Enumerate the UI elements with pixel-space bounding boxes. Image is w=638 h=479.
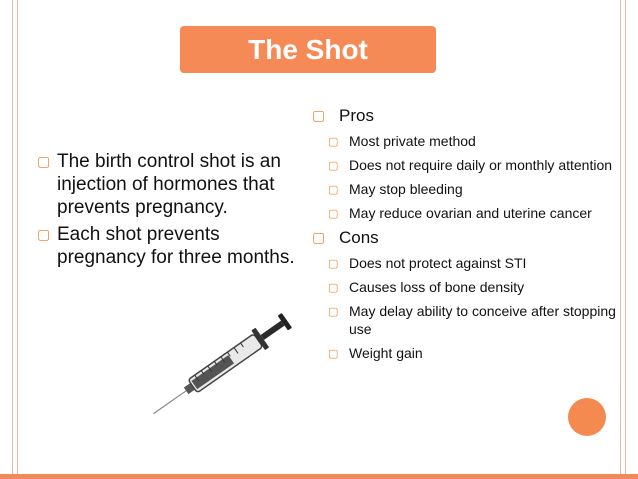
decorative-circle xyxy=(568,398,606,436)
pros-item xyxy=(328,156,622,174)
pros-item xyxy=(328,180,622,198)
cons-item-text: May delay ability to conceive after stopping use xyxy=(349,303,616,337)
square-bullet-icon: ▢ xyxy=(328,183,339,196)
left-bullet-item xyxy=(37,223,297,269)
pros-heading-row xyxy=(312,106,622,126)
square-bullet-icon: ▢ xyxy=(328,135,339,148)
slide-title: The Shot xyxy=(248,33,368,65)
pros-item xyxy=(328,204,622,222)
cons-item xyxy=(328,344,622,362)
cons-item-text: Weight gain xyxy=(349,345,423,361)
cons-item-text: Does not protect against STI xyxy=(349,255,527,271)
left-border-line-inner xyxy=(17,0,18,479)
cons-item-text: Causes loss of bone density xyxy=(349,279,525,295)
square-bullet-icon: ▢ xyxy=(328,305,339,318)
pros-list xyxy=(328,132,622,222)
square-bullet-icon: ▢ xyxy=(328,281,339,294)
cons-item xyxy=(328,254,622,272)
cons-list xyxy=(328,254,622,362)
left-bullet-text: The birth control shot is an injection of hormones that prevents pregnancy. xyxy=(57,151,281,218)
cons-heading-row xyxy=(312,228,622,248)
pros-item-text: Does not require daily or monthly attention xyxy=(349,157,613,173)
syringe-needle xyxy=(153,391,186,414)
pros-item-text: May stop bleeding xyxy=(349,181,463,197)
left-bullet-item xyxy=(37,150,297,219)
pros-cons-column xyxy=(312,106,622,368)
square-bullet-icon: ▢ xyxy=(328,347,339,360)
cons-item xyxy=(328,278,622,296)
right-border-line xyxy=(625,0,626,479)
square-bullet-icon: ▢ xyxy=(312,230,326,246)
square-bullet-icon: ▢ xyxy=(328,207,339,220)
title-banner xyxy=(180,26,436,73)
pros-item xyxy=(328,132,622,150)
pros-item-text: Most private method xyxy=(349,133,476,149)
syringe-illustration xyxy=(138,300,308,430)
left-bullet-list xyxy=(37,150,297,273)
square-bullet-icon: ▢ xyxy=(37,227,51,243)
square-bullet-icon: ▢ xyxy=(328,257,339,270)
bottom-accent-band xyxy=(0,474,638,479)
pros-heading: Pros xyxy=(339,106,374,125)
pros-item-text: May reduce ovarian and uterine cancer xyxy=(349,205,592,221)
cons-item xyxy=(328,302,622,338)
cons-heading: Cons xyxy=(339,228,379,247)
left-border-line xyxy=(12,0,13,479)
square-bullet-icon: ▢ xyxy=(312,108,326,124)
square-bullet-icon: ▢ xyxy=(328,159,339,172)
square-bullet-icon: ▢ xyxy=(37,154,51,170)
left-bullet-text: Each shot prevents pregnancy for three months. xyxy=(57,224,295,268)
syringe-plunger-rod xyxy=(261,321,285,340)
